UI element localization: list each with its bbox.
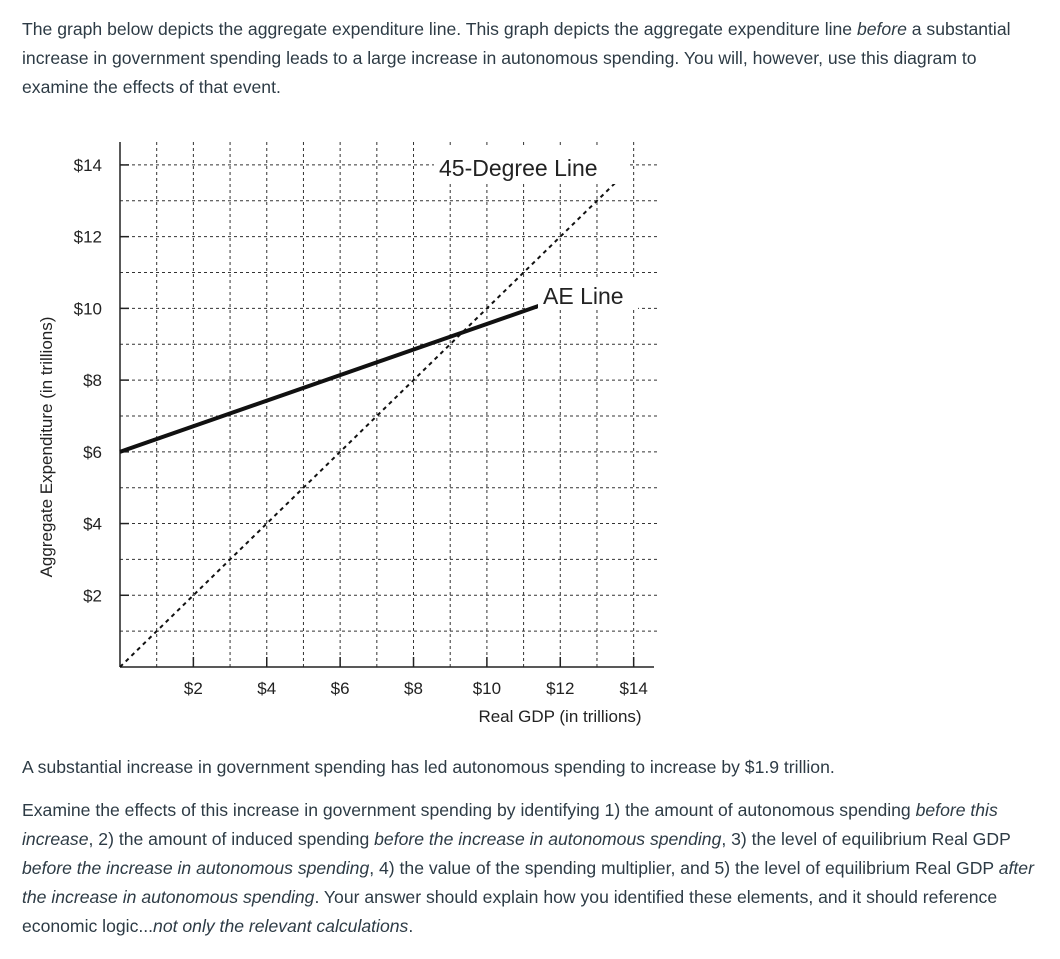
x-tick-label: $10 bbox=[472, 679, 502, 698]
intro-emphasis-before: before bbox=[856, 19, 907, 39]
y-tick-label: $12 bbox=[73, 227, 102, 247]
y-tick-label: $14 bbox=[73, 155, 102, 175]
instr-text-f: . bbox=[408, 916, 414, 936]
x-tick-label: $2 bbox=[183, 679, 203, 698]
forty-five-degree-line bbox=[120, 172, 626, 667]
instr-emphasis-1: before this increase bbox=[22, 800, 998, 849]
instr-emphasis-4: after the increase in autonomous spending bbox=[22, 858, 1034, 907]
y-tick-label: $8 bbox=[83, 371, 102, 391]
instr-emphasis-5: not only the relevant calculations bbox=[153, 916, 409, 936]
y-tick-label: $10 bbox=[73, 299, 102, 319]
instr-text-c: , 3) the level of equilibrium Real GDP bbox=[721, 829, 1011, 849]
y-axis-label: Aggregate Expenditure (in trillions) bbox=[37, 316, 56, 578]
intro-paragraph bbox=[22, 15, 1032, 102]
y-tick-label: $6 bbox=[83, 442, 102, 462]
instr-emphasis-3: before the increase in autonomous spending bbox=[22, 858, 370, 878]
x-tick-label: $12 bbox=[546, 679, 575, 698]
intro-text-2: a substantial increase in government spending leads to a large increase in autonomous spending. You will, however, use this diagram to examine the effects of that event. bbox=[22, 19, 1011, 97]
intro-text-1: The graph below depicts the aggregate expenditure line. This graph depicts the aggregate expenditure line bbox=[22, 19, 857, 39]
info-paragraph: A substantial increase in government spending has led autonomous spending to increase by $1.9 trillion. bbox=[22, 757, 835, 777]
x-axis-label: Real GDP (in trillions) bbox=[478, 707, 642, 726]
instr-text-b: , 2) the amount of induced spending bbox=[88, 829, 375, 849]
instr-text-e: . Your answer should explain how you identified these elements, and it should reference economic logic... bbox=[22, 887, 998, 936]
ae-line bbox=[120, 305, 542, 452]
chart-series bbox=[120, 172, 626, 667]
y-tick-label: $4 bbox=[83, 514, 102, 534]
x-tick-label: $4 bbox=[257, 679, 277, 698]
y-tick-label: $2 bbox=[83, 586, 102, 606]
instructions-paragraph bbox=[22, 796, 1047, 941]
chart-annotations bbox=[434, 148, 638, 310]
aggregate-expenditure-chart bbox=[30, 132, 670, 732]
x-tick-label: $6 bbox=[330, 679, 350, 698]
instr-emphasis-2: before the increase in autonomous spending bbox=[374, 829, 722, 849]
instr-text-a: Examine the effects of this increase in government spending by identifying 1) the amount of autonomous spending bbox=[22, 800, 916, 820]
x-tick-label: $14 bbox=[619, 679, 648, 698]
ae-line-label: AE Line bbox=[543, 283, 624, 309]
forty-five-degree-line-label: 45-Degree Line bbox=[439, 155, 598, 181]
x-tick-label: $8 bbox=[404, 679, 423, 698]
instr-text-d: , 4) the value of the spending multiplier, and 5) the level of equilibrium Real GDP bbox=[369, 858, 999, 878]
